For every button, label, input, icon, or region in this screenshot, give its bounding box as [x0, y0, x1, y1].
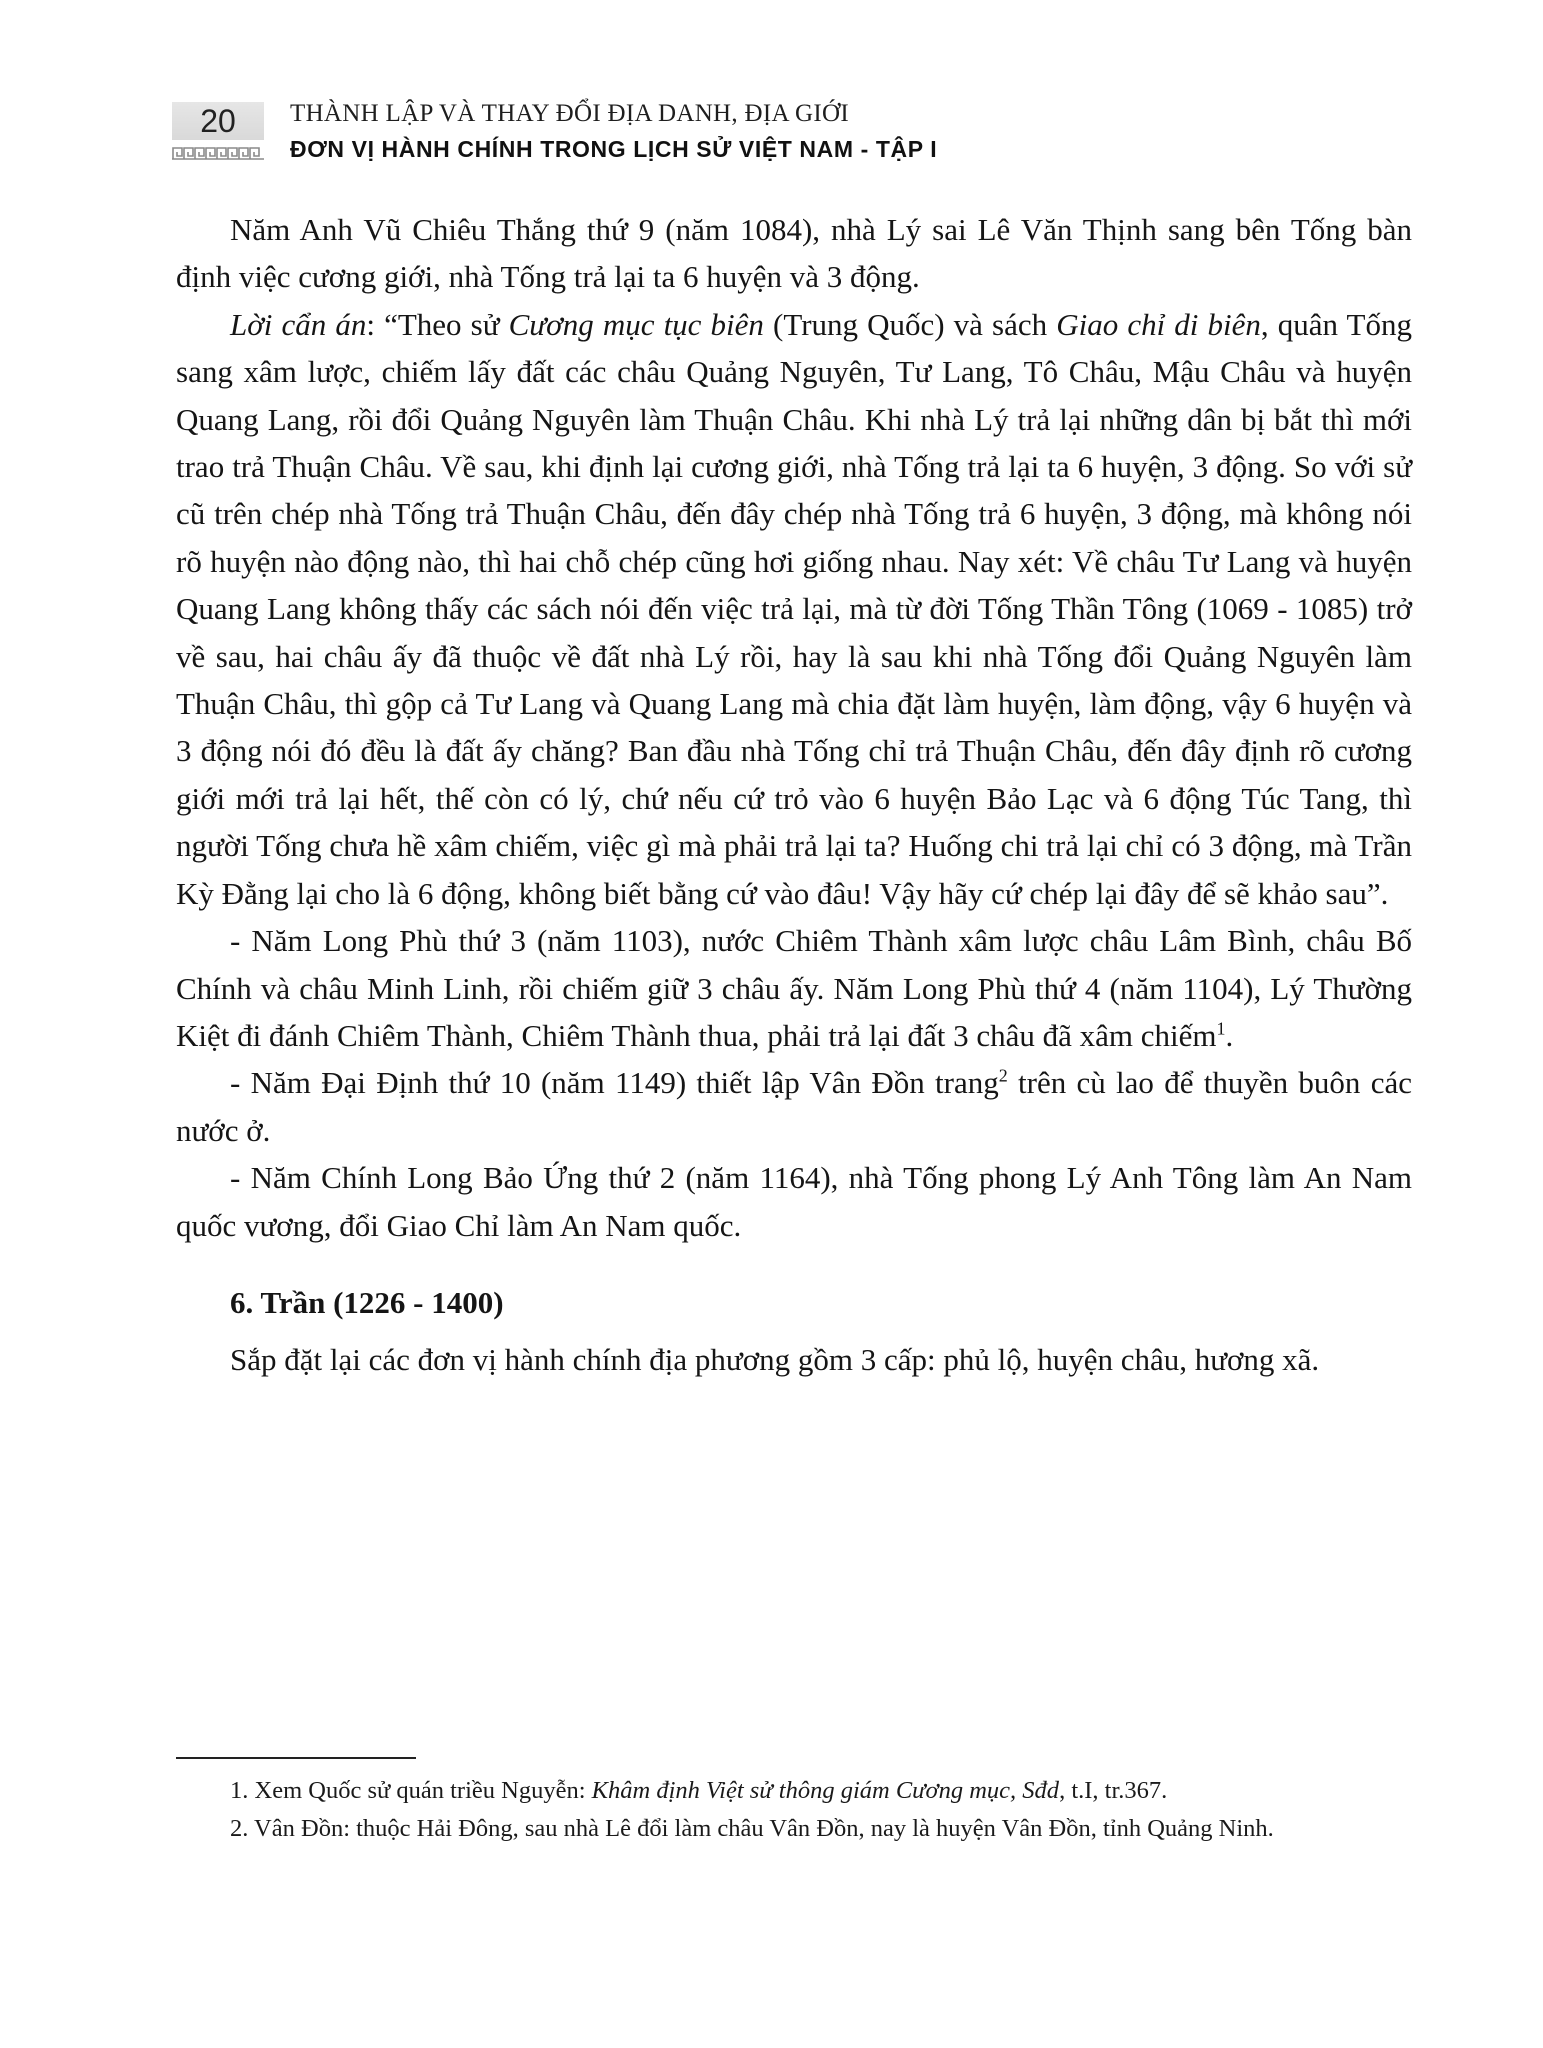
footnote-divider [176, 1757, 416, 1759]
paragraph-1164: - Năm Chính Long Bảo Ứng thứ 2 (năm 1164), nhà Tống phong Lý Anh Tông làm An Nam quốc vương, đổi Giao Chỉ làm An Nam quốc. [176, 1160, 1412, 1243]
greek-key-ornament-icon [172, 146, 264, 160]
footnote-ref-1[interactable]: 1 [1216, 1018, 1226, 1039]
text-span: , t.I, tr.367. [1059, 1777, 1168, 1804]
text-span: : “Theo sử [366, 306, 509, 342]
book-title: Cương mục tục biên [508, 306, 764, 342]
footnote-1 [176, 1772, 1412, 1810]
paragraph-1149 [176, 1059, 1412, 1154]
page-number-text: 20 [200, 102, 236, 139]
footnotes [176, 1772, 1412, 1848]
paragraph-1103 [176, 917, 1412, 1059]
text-span: (Trung Quốc) và sách [763, 306, 1057, 342]
paragraph-tran: Sắp đặt lại các đơn vị hành chính địa phương gồm 3 cấp: phủ lộ, huyện châu, hương xã. [230, 1342, 1320, 1378]
text-span: 1. Xem Quốc sử quán triều Nguyễn: [230, 1777, 592, 1804]
text-span: - Năm Đại Định thứ 10 (năm 1149) thiết lập Vân Đồn trang [230, 1065, 999, 1101]
body-text [176, 206, 1412, 1384]
text-span: . [1225, 1017, 1234, 1053]
footnote-ref-2[interactable]: 2 [998, 1065, 1008, 1086]
paragraph-commentary [176, 301, 1412, 917]
footnote-2: 2. Vân Đồn: thuộc Hải Đông, sau nhà Lê đổi làm châu Vân Đồn, nay là huyện Vân Đồn, tỉnh Quảng Ninh. [230, 1815, 1274, 1842]
page-number [172, 102, 264, 140]
book-title: Khâm định Việt sử thông giám Cương mục, Sđd [591, 1777, 1060, 1804]
text-span: trên cù lao để thuyền buôn các nước ở. [176, 1065, 1412, 1148]
running-title-line2: ĐƠN VỊ HÀNH CHÍNH TRONG LỊCH SỬ VIỆT NAM - TẬP I [290, 136, 938, 162]
text-span: - Năm Long Phù thứ 3 (năm 1103), nước Chiêm Thành xâm lược châu Lâm Bình, châu Bố Chính và châu Minh Linh, rồi chiếm giữ 3 châu ấy. Năm Long Phù thứ 4 (năm 1104), Lý Thường Kiệt đi đánh Chiêm Thành, Chiêm Thành thua, phải trả lại đất 3 châu đã xâm chiếm [176, 923, 1412, 1053]
running-title-line1: THÀNH LẬP VÀ THAY ĐỔI ĐỊA DANH, ĐỊA GIỚI [290, 100, 849, 127]
book-title: Giao chỉ di biên [1056, 306, 1261, 342]
section-heading: 6. Trần (1226 - 1400) [230, 1284, 504, 1320]
paragraph-1: Năm Anh Vũ Chiêu Thắng thứ 9 (năm 1084), nhà Lý sai Lê Văn Thịnh sang bên Tống bàn định việc cương giới, nhà Tống trả lại ta 6 huyện và 3 động. [176, 212, 1412, 295]
commentary-label: Lời cẩn án [230, 306, 367, 342]
text-span: , quân Tống sang xâm lược, chiếm lấy đất các châu Quảng Nguyên, Tư Lang, Tô Châu, Mậu Châu và huyện Quang Lang, rồi đổi Quảng Nguyên làm Thuận Châu. Khi nhà Lý trả lại những dân bị bắt thì mới trao trả Thuận Châu. Về sau, khi định lại cương giới, nhà Tống trả lại ta 6 huyện, 3 động. So với sử cũ trên chép nhà Tống trả Thuận Châu, đến đây chép nhà Tống trả 6 huyện, 3 động, mà không nói rõ huyện nào động nào, thì hai chỗ chép cũng hơi giống nhau. Nay xét: Về châu Tư Lang và huyện Quang Lang không thấy các sách nói đến việc trả lại, mà từ đời Tống Thần Tông (1069 - 1085) trở về sau, hai châu ấy đã thuộc về đất nhà Lý rồi, hay là sau khi nhà Tống đổi Quảng Nguyên làm Thuận Châu, thì gộp cả Tư Lang và Quang Lang mà chia đặt làm huyện, làm động, vậy 6 huyện và 3 động nói đó đều là đất ấy chăng? Ban đầu nhà Tống chỉ trả Thuận Châu, đến đây định rõ cương giới mới trả lại hết, thế còn có lý, chứ nếu cứ trỏ vào 6 huyện Bảo Lạc và 6 động Túc Tang, thì người Tống chưa hề xâm chiếm, việc gì mà phải trả lại ta? Huống chi trả lại chỉ có 3 động, mà Trần Kỳ Đằng lại cho là 6 động, không biết bằng cứ vào đâu! Vậy hãy cứ chép lại đây để sẽ khảo sau”. [176, 306, 1412, 911]
running-header [172, 96, 1412, 176]
